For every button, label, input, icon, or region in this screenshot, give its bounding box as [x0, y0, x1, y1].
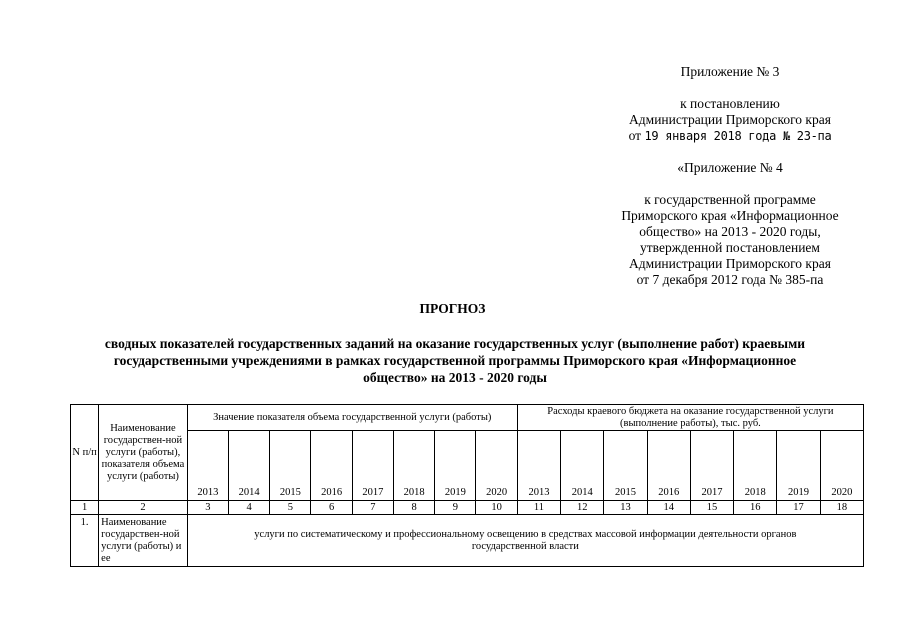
document-subtitle [60, 335, 850, 386]
year-volume-2014: 2014 [228, 431, 269, 501]
appendix-to-resolution: к постановлению [680, 96, 780, 111]
column-number-11: 11 [517, 501, 560, 515]
column-number-13: 13 [604, 501, 647, 515]
year-expenses-2018: 2018 [734, 431, 777, 501]
appendix-program-line5: Администрации Приморского края [629, 256, 831, 271]
column-number-16: 16 [734, 501, 777, 515]
column-number-12: 12 [561, 501, 604, 515]
appendix-4-label: «Приложение № 4 [677, 160, 783, 175]
year-volume-2019: 2019 [435, 431, 476, 501]
year-volume-2015: 2015 [270, 431, 311, 501]
header-volume-group: Значение показателя объема государственной услуги (работы) [187, 405, 517, 431]
column-number-3: 3 [187, 501, 228, 515]
header-expenses-group: Расходы краевого бюджета на оказание государственной услуги (выполнение работы), тыс. руб. [517, 405, 863, 431]
year-expenses-2013: 2013 [517, 431, 560, 501]
table-row [71, 515, 864, 567]
column-number-4: 4 [228, 501, 269, 515]
column-number-10: 10 [476, 501, 517, 515]
column-number-5: 5 [270, 501, 311, 515]
row-name: Наименование государствен-ной услуги (работы) и ее [99, 515, 188, 567]
header-name: Наименование государствен-ной услуги (работы), показателя объема услуги (работы) [99, 405, 188, 501]
year-volume-2013: 2013 [187, 431, 228, 501]
appendix-number: Приложение № 3 [680, 64, 780, 79]
year-expenses-2015: 2015 [604, 431, 647, 501]
year-expenses-2017: 2017 [690, 431, 733, 501]
column-number-15: 15 [690, 501, 733, 515]
column-number-2: 2 [99, 501, 188, 515]
column-number-17: 17 [777, 501, 820, 515]
year-volume-2016: 2016 [311, 431, 352, 501]
appendix-date-prefix: от [628, 128, 645, 143]
year-volume-2017: 2017 [352, 431, 393, 501]
year-expenses-2016: 2016 [647, 431, 690, 501]
subtitle-line-1: сводных показателей государственных заданий на оказание государственных услуг (выполнение работ) краевыми [104, 336, 806, 351]
appendix-program-line6: от 7 декабря 2012 года № 385-па [636, 272, 824, 287]
appendix-program-line3: общество» на 2013 - 2020 годы, [639, 224, 821, 239]
appendix-program-line1: к государственной программе [644, 192, 816, 207]
column-number-9: 9 [435, 501, 476, 515]
row-description: услуги по систематическому и профессиональному освещению в средствах массовой информации деятельности органов государственной власти [187, 515, 863, 567]
header-num: N п/п [71, 405, 99, 501]
year-expenses-2019: 2019 [777, 431, 820, 501]
appendix-date-line [580, 128, 880, 144]
column-number-7: 7 [352, 501, 393, 515]
column-number-6: 6 [311, 501, 352, 515]
column-number-row [71, 501, 864, 515]
year-expenses-2020: 2020 [820, 431, 863, 501]
row-number: 1. [71, 515, 99, 567]
appendix-program-line4: утвержденной постановлением [640, 240, 820, 255]
column-number-8: 8 [393, 501, 434, 515]
year-header-row [71, 431, 864, 501]
appendix-block [580, 64, 880, 288]
forecast-table [70, 404, 864, 567]
year-expenses-2014: 2014 [561, 431, 604, 501]
appendix-program-line2: Приморского края «Информационное [621, 208, 839, 223]
year-volume-2018: 2018 [393, 431, 434, 501]
subtitle-line-3: общество» на 2013 - 2020 годы [363, 370, 547, 385]
column-number-18: 18 [820, 501, 863, 515]
column-number-1: 1 [71, 501, 99, 515]
year-volume-2020: 2020 [476, 431, 517, 501]
document-title: ПРОГНОЗ [419, 301, 486, 316]
appendix-date-stamp: 19 января 2018 года № 23-па [644, 129, 832, 143]
subtitle-line-2: государственными учреждениями в рамках государственной программы Приморского края «Информационное [113, 353, 797, 368]
appendix-authority: Администрации Приморского края [629, 112, 831, 127]
column-number-14: 14 [647, 501, 690, 515]
